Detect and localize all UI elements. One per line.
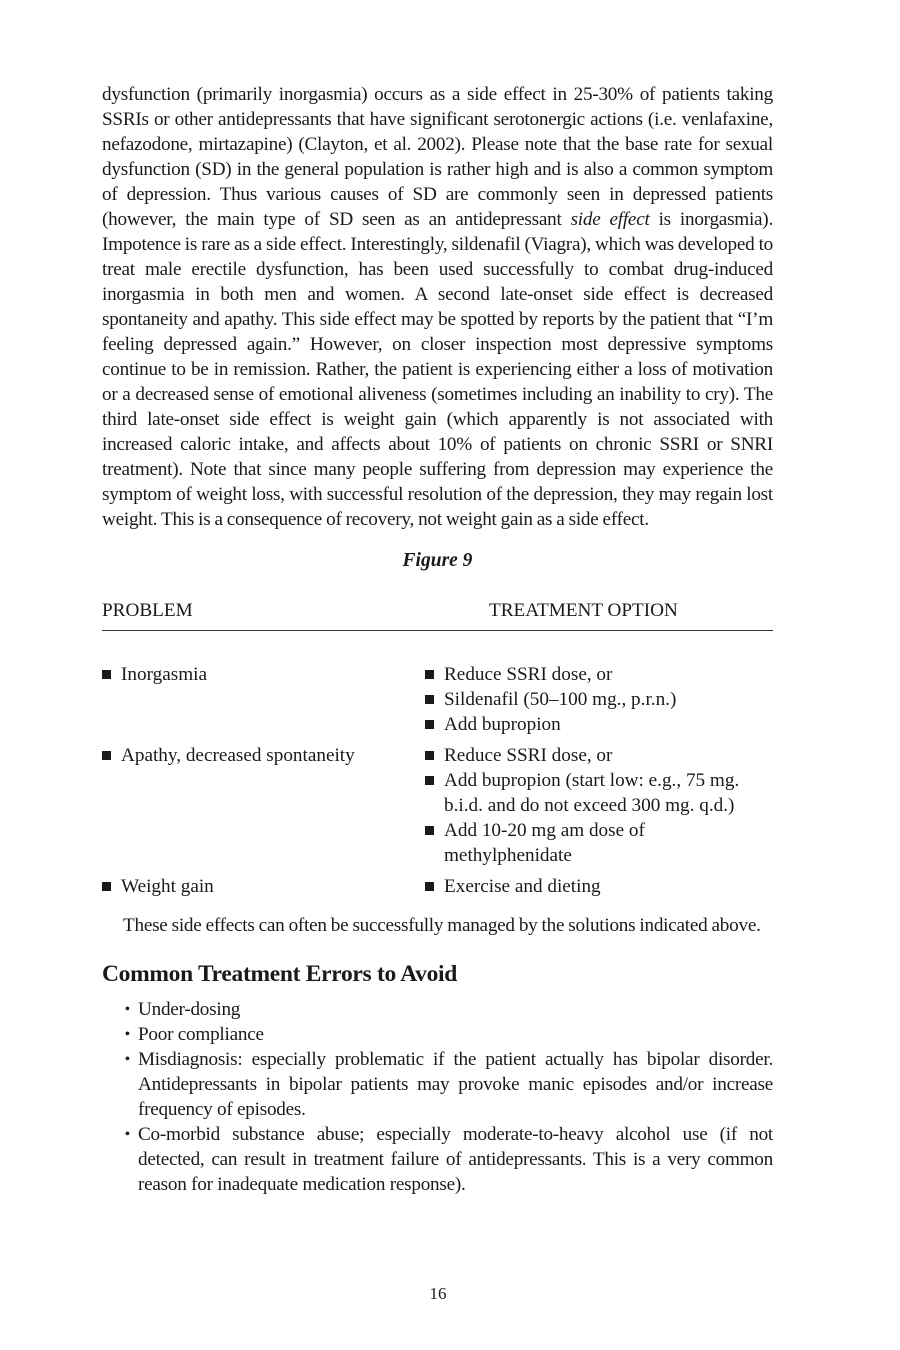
treatment-text: Add bupropion (start low: e.g., 75 mg. b.i.d. and do not exceed 300 mg. q.d.) — [444, 770, 740, 816]
bullet-icon: • — [124, 1001, 130, 1018]
square-bullet-icon — [425, 751, 434, 760]
bullet-icon: • — [124, 1051, 130, 1068]
list-item — [102, 1122, 773, 1197]
treatment-item — [425, 712, 773, 737]
problem-cell — [102, 662, 425, 737]
square-bullet-icon — [102, 670, 111, 679]
intro-italic-phrase: side effect — [570, 209, 650, 230]
problem-text: Apathy, decreased spontaneity — [121, 745, 355, 766]
intro-text-end: is inorgasmia). Impotence is rare as a side effect. Interestingly, sildenafil (Viagra), which was developed to treat male erectile dysfunction, has been used successfully to combat drug-induced inorgasmia in both men and women. A second late-onset side effect is decreased spontaneity and apathy. This side effect may be spotted by reports by the patient that “I’m feeling depressed again.” However, on closer inspection most depressive symptoms continue to be in remission. Rather, the patient is experiencing either a loss of motivation or a decreased sense of emotional aliveness (sometimes including an inability to cry). The third late-onset side effect is weight gain (which apparently is not associated with increased caloric intake, and affects about 10% of patients on chronic SSRI or SNRI treatment). Note that since many people suffering from depression may experience the symptom of weight loss, with successful resolution of the depression, they may regain lost weight. This is a consequence of recovery, not weight gain as a side effect. — [102, 209, 773, 530]
treatment-text: Reduce SSRI dose, or — [444, 664, 613, 685]
problem-cell — [102, 743, 425, 868]
square-bullet-icon — [102, 751, 111, 760]
list-item-text: Misdiagnosis: especially problematic if the patient actually has bipolar disorder. Antidepressants in bipolar patients may provoke manic episodes and/or increase frequency of episodes. — [138, 1049, 773, 1120]
treatment-text: Add bupropion — [444, 714, 561, 735]
bullet-icon: • — [124, 1026, 130, 1043]
square-bullet-icon — [425, 776, 434, 785]
problem-cell — [102, 874, 425, 899]
figure-table — [102, 598, 773, 899]
list-item-text: Poor compliance — [138, 1024, 264, 1045]
list-item — [102, 1047, 773, 1122]
figure-header-row — [102, 598, 773, 631]
list-item — [102, 1022, 773, 1047]
bullet-icon: • — [124, 1126, 130, 1143]
treatment-item — [425, 874, 773, 899]
table-row — [102, 662, 773, 737]
treatment-item — [425, 818, 773, 868]
table-row — [102, 874, 773, 899]
square-bullet-icon — [425, 720, 434, 729]
treatment-cell — [425, 662, 773, 737]
square-bullet-icon — [425, 670, 434, 679]
figure-caption: Figure 9 — [402, 550, 473, 571]
treatment-item — [425, 662, 773, 687]
treatment-item — [425, 743, 773, 768]
treatment-text: Reduce SSRI dose, or — [444, 745, 613, 766]
header-treatment: TREATMENT OPTION — [489, 600, 678, 621]
page-content — [102, 82, 773, 1197]
intro-text-start: dysfunction (primarily inorgasmia) occurs as a side effect in 25-30% of patients taking SSRIs or other antidepressants that have significant serotonergic actions (i.e. venlafaxine, nefazodone, mirtazapine) (Clayton, et al. 2002). Please note that the base rate for sexual dysfunction (SD) in the general population is rather high and is also a common symptom of depression. Thus various causes of SD are commonly seen in depressed patients (however, the main type of SD seen as an antidepressant — [102, 84, 773, 230]
header-problem: PROBLEM — [102, 600, 193, 621]
problem-text: Weight gain — [121, 876, 214, 897]
square-bullet-icon — [102, 882, 111, 891]
treatment-text: Sildenafil (50–100 mg., p.r.n.) — [444, 689, 677, 710]
list-item-text: Co-morbid substance abuse; especially moderate-to-heavy alcohol use (if not detected, can result in treatment failure of antidepressants. This is a very common reason for inadequate medication response). — [138, 1124, 773, 1195]
square-bullet-icon — [425, 826, 434, 835]
errors-list — [102, 997, 773, 1197]
treatment-item — [425, 687, 773, 712]
figure-body — [102, 662, 773, 899]
treatment-text: Exercise and dieting — [444, 876, 601, 897]
table-row — [102, 743, 773, 868]
square-bullet-icon — [425, 695, 434, 704]
list-item-text: Under-dosing — [138, 999, 241, 1020]
treatment-text: Add 10-20 mg am dose of methylphenidate — [444, 820, 645, 866]
treatment-item — [425, 768, 773, 818]
section-heading: Common Treatment Errors to Avoid — [102, 961, 458, 987]
treatment-cell — [425, 874, 773, 899]
list-item — [102, 997, 773, 1022]
treatment-cell — [425, 743, 773, 868]
square-bullet-icon — [425, 882, 434, 891]
problem-text: Inorgasmia — [121, 664, 207, 685]
intro-paragraph — [102, 82, 773, 532]
page-number: 16 — [429, 1284, 447, 1303]
closing-paragraph: These side effects can often be successfully managed by the solutions indicated above. — [123, 915, 761, 936]
